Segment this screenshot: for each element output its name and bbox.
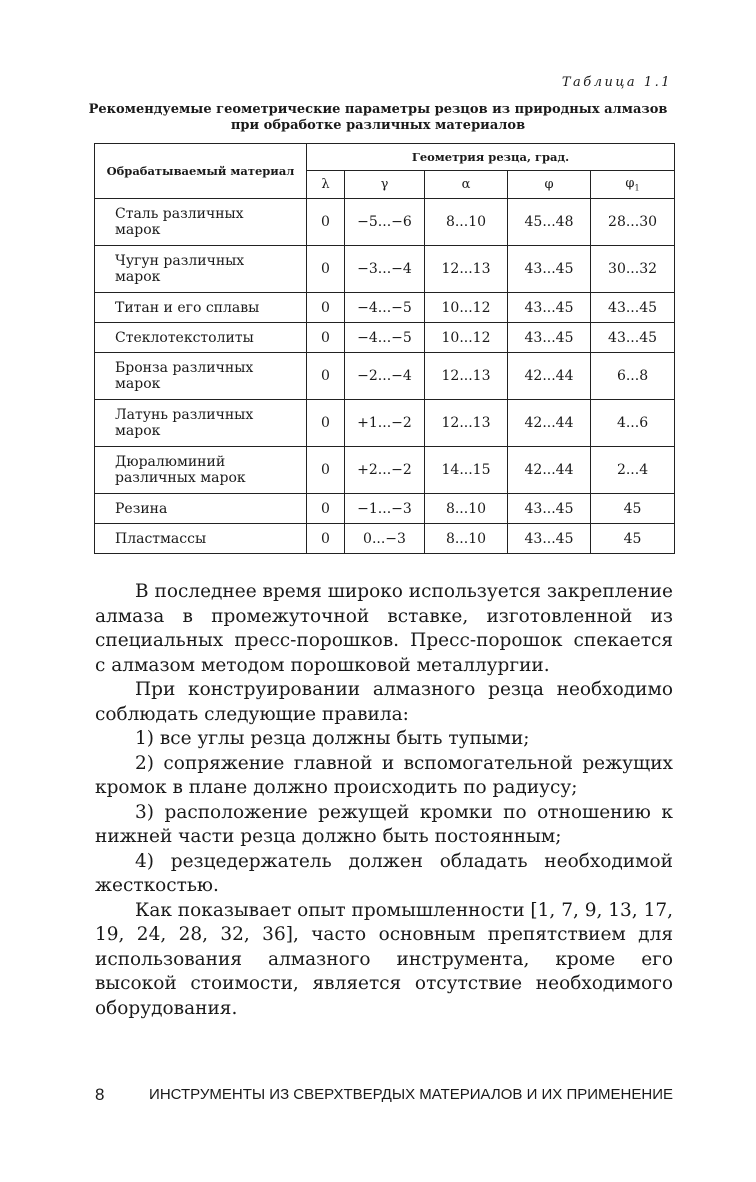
header-material: Обрабатываемый материал	[95, 144, 307, 199]
material-line: различных марок	[115, 470, 246, 486]
body-text	[95, 580, 673, 1021]
table-row	[95, 400, 675, 447]
paragraph: 1) все углы резца должны быть тупыми;	[135, 728, 530, 749]
value-cell: 8...10	[425, 494, 508, 524]
material-line: марок	[115, 376, 161, 392]
table-row	[95, 246, 675, 293]
value-cell: −3...−4	[345, 246, 425, 293]
value-cell: 45	[591, 494, 675, 524]
header-phi1-subscript: 1	[634, 183, 640, 193]
header-alpha: α	[425, 171, 508, 199]
paragraph: При конструировании алмазного резца необходимо соблюдать следующие правила:	[95, 679, 673, 725]
value-cell: 0	[307, 400, 345, 447]
material-cell	[95, 246, 307, 293]
material-cell	[95, 400, 307, 447]
table-row	[95, 447, 675, 494]
paragraph: Как показывает опыт промышленности [1, 7, 9, 13, 17, 19, 24, 28, 32, 36], часто основным препятствием для использования алмазного инструмента, кроме его высокой стоимости, является отсутствие необходимого оборудования.	[95, 899, 673, 1019]
value-cell: 30...32	[591, 246, 675, 293]
table-row	[95, 494, 675, 524]
running-title: ИНСТРУМЕНТЫ ИЗ СВЕРХТВЕРДЫХ МАТЕРИАЛОВ И ИХ ПРИМЕНЕНИЕ	[149, 1086, 673, 1103]
value-cell: −4...−5	[345, 323, 425, 353]
material-cell	[95, 353, 307, 400]
value-cell: 43...45	[508, 323, 591, 353]
material-cell	[95, 494, 307, 524]
value-cell: 10...12	[425, 323, 508, 353]
table-body	[95, 199, 675, 554]
material-cell	[95, 293, 307, 323]
value-cell: 0	[307, 494, 345, 524]
material-cell	[95, 447, 307, 494]
value-cell: 0	[307, 199, 345, 246]
paragraph: 4) резцедержатель должен обладать необходимой жесткостью.	[95, 850, 673, 896]
table-row	[95, 293, 675, 323]
paragraph: В последнее время широко используется закрепление алмаза в промежуточной вставке, изготовленной из специальных пресс-порошков. Пресс-порошок спекается с алмазом методом порошковой металлургии.	[95, 581, 673, 676]
table-row	[95, 199, 675, 246]
table-caption	[60, 102, 696, 134]
material-line: марок	[115, 269, 161, 285]
value-cell: 12...13	[425, 353, 508, 400]
material-line: Бронза различных	[115, 360, 254, 376]
value-cell: 43...45	[508, 293, 591, 323]
value-cell: 43...45	[508, 246, 591, 293]
value-cell: 0	[307, 293, 345, 323]
header-lambda: λ	[307, 171, 345, 199]
value-cell: 28...30	[591, 199, 675, 246]
material-line: Пластмассы	[115, 530, 207, 547]
value-cell: 14...15	[425, 447, 508, 494]
value-cell: 0	[307, 353, 345, 400]
value-cell: 4...6	[591, 400, 675, 447]
value-cell: 45...48	[508, 199, 591, 246]
table-label: Таблица 1.1	[561, 75, 672, 90]
value-cell: 0	[307, 447, 345, 494]
header-geometry: Геометрия резца, град.	[307, 144, 675, 171]
header-phi1-symbol: φ	[625, 176, 635, 192]
page-number: 8	[95, 1085, 105, 1104]
value-cell: 0	[307, 524, 345, 554]
value-cell: −5...−6	[345, 199, 425, 246]
value-cell: 0	[307, 246, 345, 293]
material-cell	[95, 323, 307, 353]
value-cell: 0...−3	[345, 524, 425, 554]
value-cell: 8...10	[425, 524, 508, 554]
value-cell: +2...−2	[345, 447, 425, 494]
value-cell: 10...12	[425, 293, 508, 323]
table-caption-line: Рекомендуемые геометрические параметры резцов из природных алмазов	[88, 102, 668, 117]
header-gamma: γ	[345, 171, 425, 199]
table-row	[95, 524, 675, 554]
value-cell: 43...45	[591, 323, 675, 353]
value-cell: 45	[591, 524, 675, 554]
material-line: Чугун различных	[115, 253, 245, 269]
value-cell: −2...−4	[345, 353, 425, 400]
value-cell: 42...44	[508, 400, 591, 447]
header-phi1	[591, 171, 675, 199]
value-cell: 43...45	[508, 494, 591, 524]
value-cell: 43...45	[591, 293, 675, 323]
value-cell: −4...−5	[345, 293, 425, 323]
material-cell	[95, 199, 307, 246]
value-cell: 42...44	[508, 447, 591, 494]
value-cell: 43...45	[508, 524, 591, 554]
value-cell: 2...4	[591, 447, 675, 494]
material-cell	[95, 524, 307, 554]
paragraph: 2) сопряжение главной и вспомогательной режущих кромок в плане должно происходить по радиусу;	[95, 752, 673, 798]
material-line: марок	[115, 222, 161, 238]
value-cell: −1...−3	[345, 494, 425, 524]
value-cell: 8...10	[425, 199, 508, 246]
value-cell: 42...44	[508, 353, 591, 400]
material-line: Латунь различных	[115, 407, 254, 423]
material-line: марок	[115, 423, 161, 439]
table-row	[95, 353, 675, 400]
material-line: Сталь различных	[115, 206, 244, 222]
material-line: Титан и его сплавы	[115, 299, 260, 316]
value-cell: 12...13	[425, 400, 508, 447]
paragraph: 3) расположение режущей кромки по отношению к нижней части резца должно быть постоянным;	[95, 801, 673, 847]
geometry-table	[94, 143, 675, 554]
material-line: Стеклотекстолиты	[115, 329, 254, 346]
table-caption-line: при обработке различных материалов	[230, 118, 526, 133]
value-cell: 0	[307, 323, 345, 353]
table-row	[95, 323, 675, 353]
header-phi: φ	[508, 171, 591, 199]
material-line: Резина	[115, 500, 168, 517]
value-cell: 6...8	[591, 353, 675, 400]
value-cell: +1...−2	[345, 400, 425, 447]
value-cell: 12...13	[425, 246, 508, 293]
material-line: Дюралюминий	[115, 454, 226, 470]
